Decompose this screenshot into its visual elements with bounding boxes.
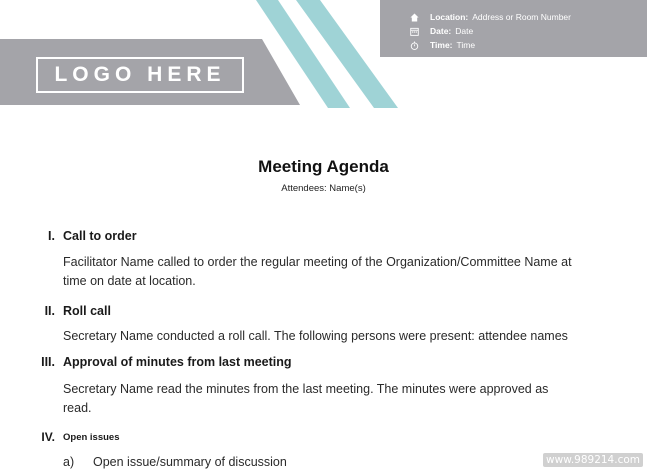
section-text-line: Facilitator Name called to order the regular meeting of the Organization/Committee Name at — [63, 255, 572, 269]
section-heading: Call to order — [63, 229, 137, 243]
section-heading: Roll call — [63, 304, 111, 318]
section-text-line: read. — [63, 401, 92, 415]
section-text-line: time on date at location. — [63, 274, 196, 288]
section-text — [63, 380, 623, 418]
section-number: I. — [48, 229, 55, 243]
calendar-icon — [410, 27, 419, 36]
date-label: Date: — [430, 26, 452, 36]
location-row — [410, 10, 571, 24]
section-text-line: Secretary Name read the minutes from the last meeting. The minutes were approved as — [63, 382, 549, 396]
time-row — [410, 38, 571, 52]
section-number: II. — [44, 304, 55, 318]
time-label: Time: — [430, 40, 453, 50]
section-heading: Approval of minutes from last meeting — [63, 355, 292, 369]
date-row — [410, 24, 571, 38]
sub-item-text: Open issue/summary of discussion — [93, 455, 287, 469]
section-number: III. — [41, 355, 55, 369]
sub-item-marker: a) — [63, 455, 75, 469]
section-heading: Open issues — [63, 432, 120, 443]
date-value: Date — [455, 26, 474, 36]
decorative-stripes — [250, 0, 410, 110]
stopwatch-icon — [410, 41, 419, 50]
time-value: Time — [456, 40, 476, 50]
section-text — [63, 253, 623, 291]
attendees-line: Attendees: Name(s) — [281, 183, 366, 194]
logo-placeholder: LOGO HERE — [36, 57, 244, 93]
section-text — [63, 327, 623, 346]
section-text-line: Secretary Name conducted a roll call. The following persons were present: attendee names — [63, 329, 568, 343]
home-icon — [410, 13, 419, 22]
section-number: IV. — [41, 430, 55, 444]
location-label: Location: — [430, 12, 469, 22]
document-title: Meeting Agenda — [258, 157, 389, 176]
location-value: Address or Room Number — [472, 12, 571, 22]
meeting-info — [410, 10, 571, 52]
watermark: www.989214.com — [543, 453, 643, 467]
